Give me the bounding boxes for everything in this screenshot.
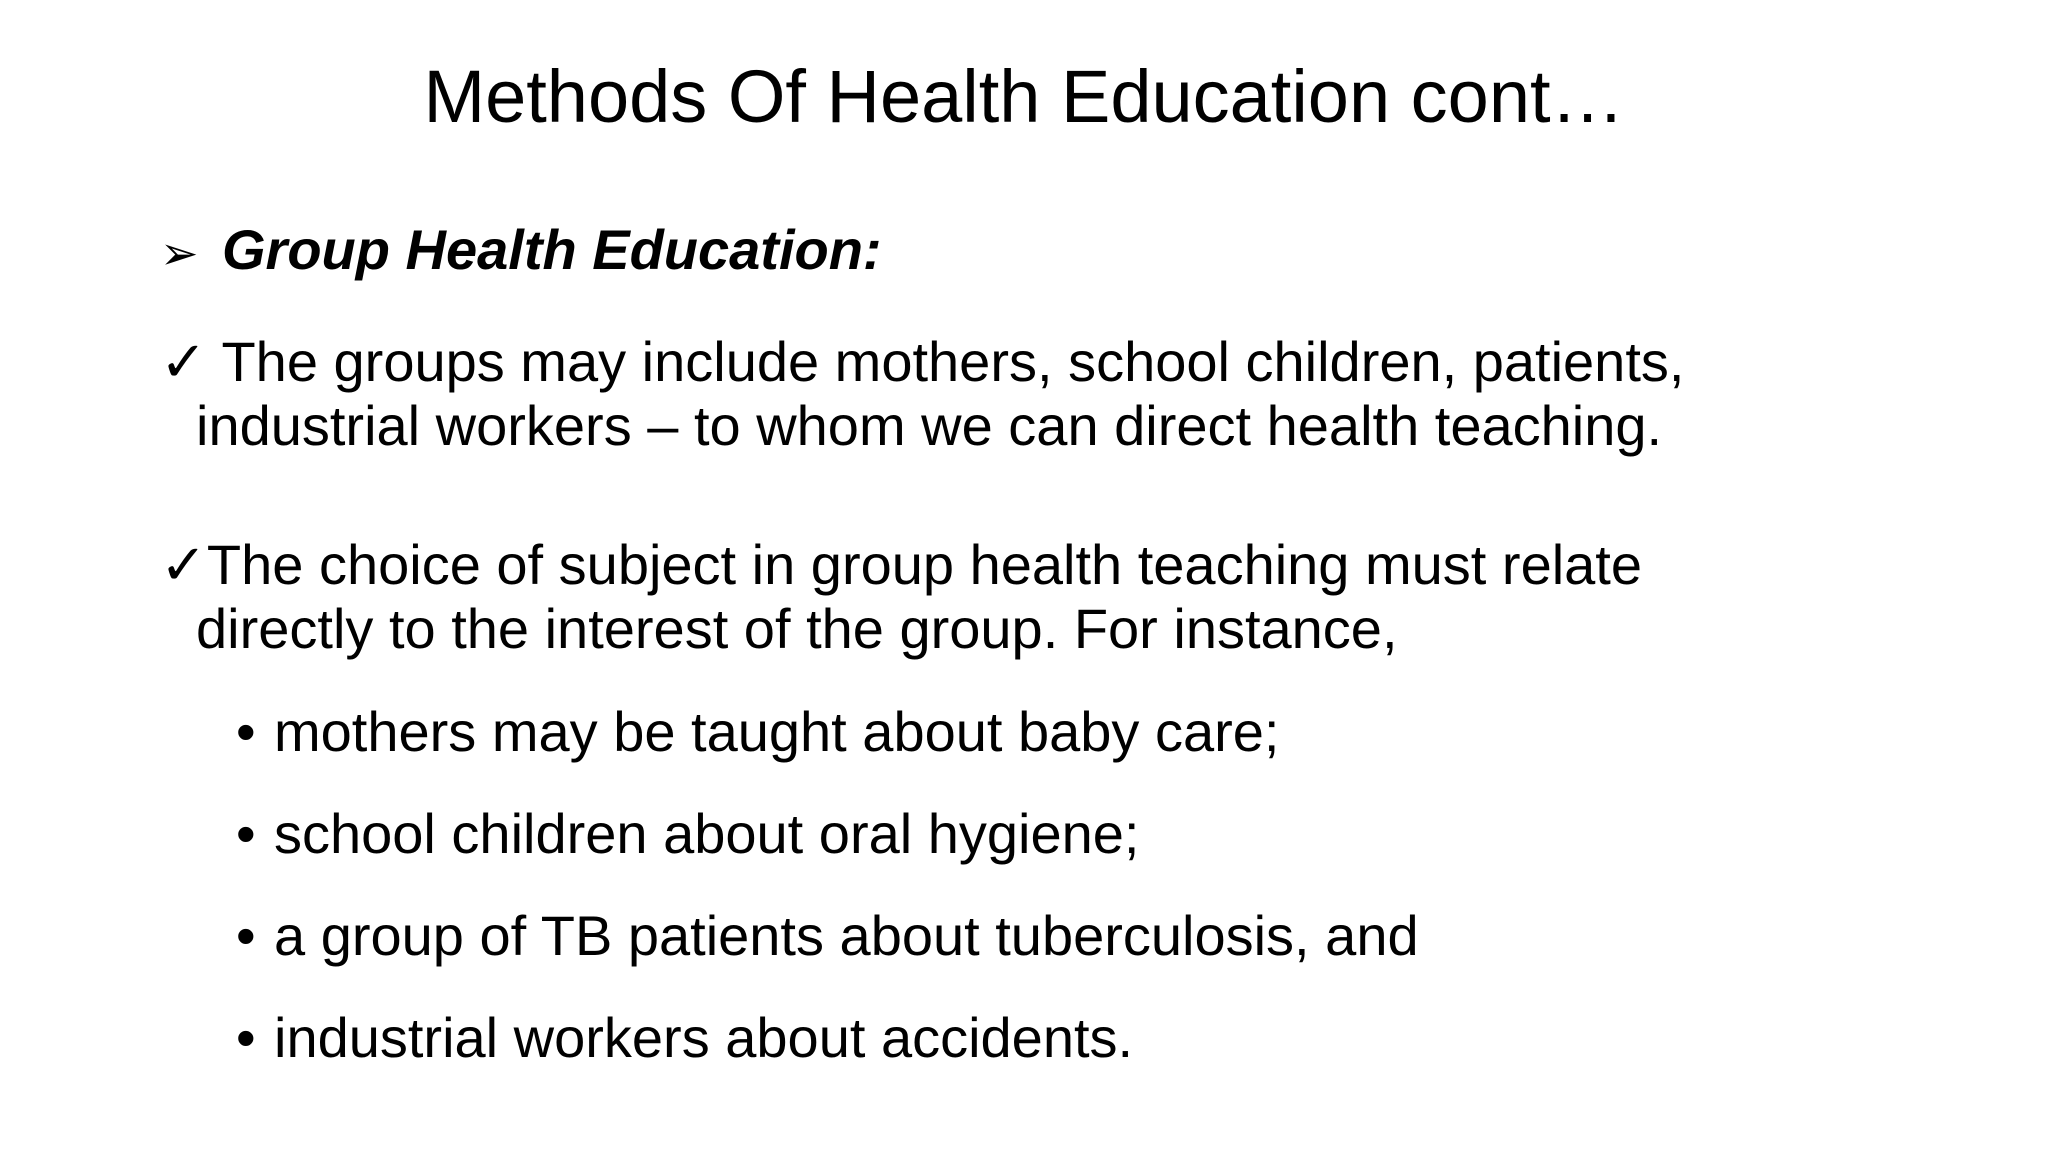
arrow-bullet-icon: ➢ <box>160 227 199 279</box>
list-item-text: a group of TB patients about tuberculosis, and <box>274 904 1419 967</box>
bullet-dot-icon: • <box>236 1006 256 1069</box>
list-item <box>236 802 1419 904</box>
paragraph-choice-of-subject <box>160 533 1642 661</box>
section-heading <box>160 215 882 288</box>
paragraph-groups <box>160 330 1684 458</box>
paragraph-line: The groups may include mothers, school children, patients, <box>206 330 1685 393</box>
section-heading-text: Group Health Education: <box>222 218 882 281</box>
paragraph-line: directly to the interest of the group. For instance, <box>196 597 1398 660</box>
list-item-text: mothers may be taught about baby care; <box>274 700 1280 763</box>
bullet-dot-icon: • <box>236 904 256 967</box>
examples-list <box>236 700 1419 1108</box>
list-item <box>236 700 1419 802</box>
bullet-dot-icon: • <box>236 700 256 763</box>
list-item-text: school children about oral hygiene; <box>274 802 1140 865</box>
paragraph-line: The choice of subject in group health teaching must relate <box>206 533 1643 596</box>
slide-title: Methods Of Health Education cont… <box>423 55 1625 138</box>
list-item <box>236 904 1419 1006</box>
checkmark-icon: ✓ <box>160 330 207 393</box>
checkmark-icon: ✓ <box>160 533 207 596</box>
list-item-text: industrial workers about accidents. <box>274 1006 1134 1069</box>
list-item <box>236 1006 1419 1108</box>
paragraph-line: industrial workers – to whom we can direct health teaching. <box>196 394 1663 457</box>
bullet-dot-icon: • <box>236 802 256 865</box>
